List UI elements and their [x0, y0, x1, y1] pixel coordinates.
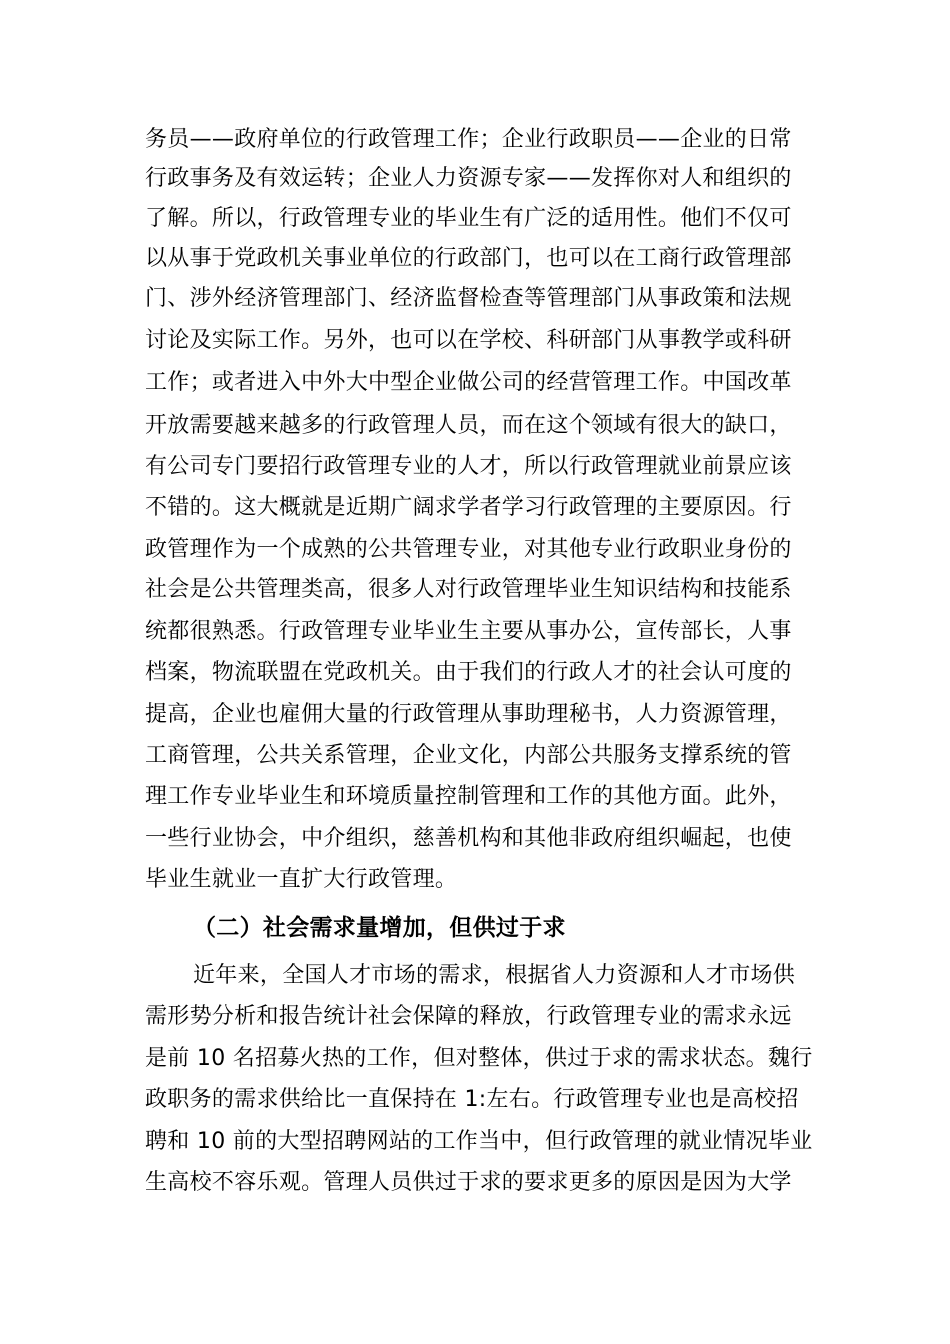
paragraph-line: 档案，物流联盟在党政机关。由于我们的行政人才的社会认可度的 — [145, 660, 792, 685]
paragraph-line: 政职务的需求供给比一直保持在 1:左右。行政管理专业也是高校招 — [145, 1087, 799, 1112]
paragraph-line: 聘和 10 前的大型招聘网站的工作当中，但行政管理的就业情况毕业 — [145, 1129, 813, 1154]
paragraph-line: 讨论及实际工作。另外，也可以在学校、科研部门从事教学或科研 — [145, 328, 792, 353]
paragraph-line: 一些行业协会，中介组织，慈善机构和其他非政府组织崛起，也使 — [145, 826, 792, 851]
paragraph-line: 理工作专业毕业生和环境质量控制管理和工作的其他方面。此外， — [145, 784, 792, 809]
paragraph-line: 生高校不容乐观。管理人员供过于求的要求更多的原因是因为大学 — [145, 1170, 792, 1195]
paragraph-line: 务员——政府单位的行政管理工作；企业行政职员——企业的日常 — [145, 127, 792, 152]
paragraph-line: 工作；或者进入中外大中型企业做公司的经营管理工作。中国改革 — [145, 370, 792, 395]
section-heading: （二）社会需求量增加，但供过于求 — [193, 915, 566, 941]
paragraph-line: 有公司专门要招行政管理专业的人才，所以行政管理就业前景应该 — [145, 454, 792, 479]
paragraph-line: 毕业生就业一直扩大行政管理。 — [145, 867, 458, 892]
paragraph-line: 行政事务及有效运转；企业人力资源专家——发挥你对人和组织的 — [145, 166, 792, 191]
paragraph-line: 政管理作为一个成熟的公共管理专业，对其他专业行政职业身份的 — [145, 537, 792, 562]
paragraph-line: 提高，企业也雇佣大量的行政管理从事助理秘书，人力资源管理， — [145, 702, 792, 727]
paragraph-line: 开放需要越来越多的行政管理人员，而在这个领域有很大的缺口， — [145, 413, 792, 438]
paragraph-line: 统都很熟悉。行政管理专业毕业生主要从事办公，宣传部长，人事 — [145, 619, 792, 644]
paragraph-line: 社会是公共管理类高，很多人对行政管理毕业生知识结构和技能系 — [145, 577, 792, 602]
paragraph-line: 需形势分析和报告统计社会保障的释放，行政管理专业的需求永远 — [145, 1004, 792, 1029]
paragraph-line: 以从事于党政机关事业单位的行政部门，也可以在工商行政管理部 — [145, 246, 792, 271]
paragraph-line: 近年来，全国人才市场的需求，根据省人力资源和人才市场供 — [193, 963, 796, 988]
paragraph-line: 了解。所以，行政管理专业的毕业生有广泛的适用性。他们不仅可 — [145, 206, 792, 231]
paragraph-line: 门、涉外经济管理部门、经济监督检查等管理部门从事政策和法规 — [145, 286, 792, 311]
paragraph-line: 是前 10 名招募火热的工作，但对整体，供过于求的需求状态。魏行 — [145, 1046, 813, 1071]
paragraph-line: 工商管理，公共关系管理，企业文化，内部公共服务支撑系统的管 — [145, 743, 792, 768]
paragraph-line: 不错的。这大概就是近期广阔求学者学习行政管理的主要原因。行 — [145, 495, 792, 520]
